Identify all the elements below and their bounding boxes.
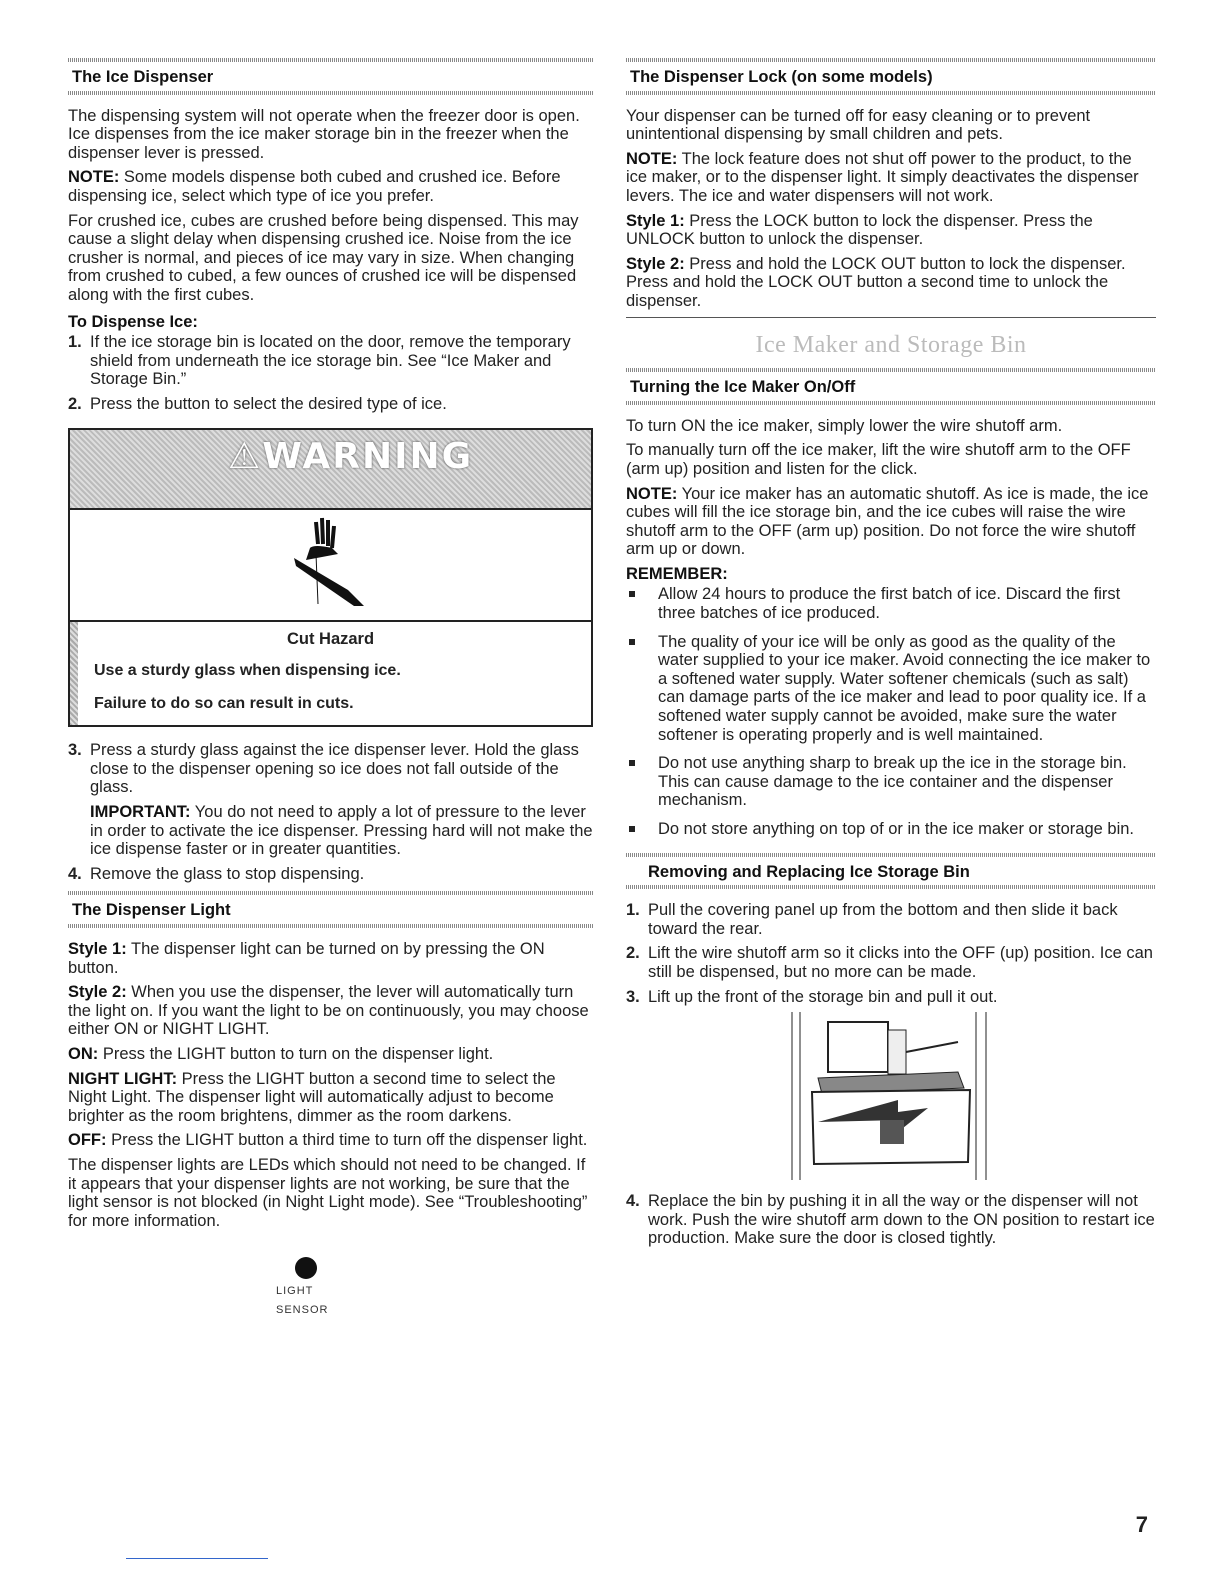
step-text: Replace the bin by pushing it in all the way or the dispenser will not work. Push the wire shutoff arm down to the ON position to restart ice production. Make sure the door is closed tightly. — [648, 1192, 1155, 1248]
cut-hazard-icon — [288, 514, 368, 614]
list-item — [626, 944, 1156, 981]
paragraph — [68, 940, 593, 977]
note-label: NOTE: — [626, 149, 678, 168]
step-number: 2. — [68, 394, 82, 413]
list-item — [68, 865, 593, 884]
warning-box — [68, 428, 593, 728]
step-text: Pull the covering panel up from the bottom and then slide it back toward the rear. — [648, 901, 1118, 938]
bottom-rule — [126, 1558, 268, 1559]
on-label: ON: — [68, 1045, 99, 1063]
warning-line-2: Failure to do so can result in cuts. — [94, 694, 354, 712]
important-label: IMPORTANT: — [90, 803, 191, 822]
off-label: OFF: — [68, 1131, 107, 1150]
paragraph: The dispensing system will not operate when the freezer door is open. Ice dispenses from the ice maker storage bin in the freezer when the dispenser lever is pressed. — [68, 106, 580, 162]
style1-label: Style 1: — [68, 940, 127, 959]
warning-line-1: Use a sturdy glass when dispensing ice. — [94, 662, 401, 680]
light-sensor-figure — [266, 1244, 346, 1314]
note-text: The lock feature does not shut off power to the product, to the ice maker, or to the dispenser light. It simply deactivates the dispenser levers. The ice and water dispensers will not work. — [626, 149, 1139, 205]
paragraph: To turn ON the ice maker, simply lower the wire shutoff arm. — [626, 416, 1063, 435]
step-number: 1. — [68, 333, 82, 352]
paragraph — [68, 1131, 593, 1150]
section-heading-removing-bin: Removing and Replacing Ice Storage Bin — [626, 853, 1156, 890]
step-text: If the ice storage bin is located on the door, remove the temporary shield from underneath the ice storage bin. See “Ice Maker and Storage Bin.” — [90, 333, 571, 389]
list-item: Allow 24 hours to produce the first batch of ice. Discard the first three batches of ice produced. — [626, 585, 1156, 622]
section-heading-ice-dispenser: The Ice Dispenser — [68, 58, 593, 95]
step-number: 3. — [626, 987, 640, 1006]
style1-label: Style 1: — [626, 211, 685, 230]
paragraph — [626, 255, 1156, 311]
step-text: Press a sturdy glass against the ice dispenser lever. Hold the glass close to the dispenser opening so ice does not fall outside of the glass. — [90, 741, 579, 797]
section-heading-dispenser-light: The Dispenser Light — [68, 891, 593, 928]
style2-text: Press and hold the LOCK OUT button to lock the dispenser. Press and hold the LOCK OUT button a second time to unlock the dispenser. — [626, 254, 1126, 310]
list-item — [68, 741, 593, 859]
light-sensor-label: LIGHT SENSOR — [276, 1285, 329, 1316]
style1-text: Press the LOCK button to lock the dispenser. Press the UNLOCK button to unlock the dispenser. — [626, 211, 1093, 249]
remember-list — [626, 585, 1156, 838]
step-text: Lift up the front of the storage bin and pull it out. — [648, 987, 998, 1006]
note-paragraph — [68, 168, 593, 205]
note-text: Some models dispense both cubed and crushed ice. Before dispensing ice, select which type of ice you prefer. — [68, 168, 561, 205]
steps-list — [626, 901, 1156, 1006]
list-item — [626, 988, 1156, 1007]
subheading-to-dispense-ice: To Dispense Ice: — [68, 312, 198, 331]
paragraph — [68, 1070, 593, 1126]
paragraph: For crushed ice, cubes are crushed before being dispensed. This may cause a slight delay when dispensing crushed ice. Noise from the ice crusher is normal, and pieces of ice may vary in size. When changing from crushed to cubed, a few ounces of crushed ice will be dispensed along with the first cubes. — [68, 211, 579, 304]
off-text: Press the LIGHT button a third time to turn off the dispenser light. — [106, 1131, 588, 1150]
paragraph — [68, 1045, 593, 1064]
step-number: 4. — [68, 864, 82, 883]
important-paragraph — [90, 803, 593, 859]
note-text: Your ice maker has an automatic shutoff. As ice is made, the ice cubes will fill the ice storage bin, and the ice cubes will raise the wire shutoff arm to the OFF (arm up) position. Do not force the wire shutoff arm up or down. — [626, 484, 1149, 559]
steps-list — [626, 1192, 1156, 1248]
step-number: 4. — [626, 1192, 640, 1211]
steps-list — [68, 333, 593, 413]
on-text: Press the LIGHT button to turn on the dispenser light. — [98, 1045, 494, 1063]
right-column — [626, 58, 1156, 1254]
list-item — [68, 333, 593, 389]
paragraph: Your dispenser can be turned off for easy cleaning or to prevent unintentional dispensing by small children and pets. — [626, 106, 1091, 144]
left-column — [68, 58, 593, 1314]
page-number: 7 — [1135, 1512, 1148, 1537]
note-label: NOTE: — [626, 484, 678, 503]
style2-text: When you use the dispenser, the lever will automatically turn the light on. If you want the light to be on continuously, you may choose either ON or NIGHT LIGHT. — [68, 983, 589, 1039]
style2-label: Style 2: — [626, 254, 685, 273]
note-label: NOTE: — [68, 168, 120, 187]
style1-text: The dispenser light can be turned on by pressing the ON button. — [68, 940, 545, 977]
paragraph: The dispenser lights are LEDs which should not need to be changed. If it appears that your dispenser lights are not working, be sure that the light sensor is not blocked (in Night Light mode). See “Troubleshooting” for more information. — [68, 1155, 588, 1230]
night-light-label: NIGHT LIGHT: — [68, 1069, 178, 1088]
step-text: Remove the glass to stop dispensing. — [90, 864, 365, 883]
section-title-ice-maker: Ice Maker and Storage Bin — [626, 317, 1156, 369]
warning-label: ⚠WARNING — [228, 435, 474, 477]
list-item — [626, 1192, 1156, 1248]
step-text: Press the button to select the desired type of ice. — [90, 394, 447, 413]
cut-hazard-icon-box — [70, 510, 591, 622]
warning-text — [70, 622, 591, 726]
list-item — [68, 395, 593, 414]
list-item: Do not use anything sharp to break up the ice in the storage bin. This can cause damage to the ice container and the dispenser mechanism. — [626, 754, 1156, 810]
step-number: 1. — [626, 901, 640, 920]
list-item: The quality of your ice will be only as good as the quality of the water supplied to your ice maker. Avoid connecting the ice maker to a softened water supply. Water softener chemicals (such as salt) can damage parts of the ice maker and lead to poor quality ice. If a softened water supply cannot be avoided, make sure the water softener is operating properly and is well maintained. — [626, 633, 1156, 745]
warning-title: Cut Hazard — [286, 629, 375, 648]
step-number: 2. — [626, 944, 640, 963]
paragraph — [626, 150, 1156, 206]
night-light-text: Press the LIGHT button a second time to select the Night Light. The dispenser light will automatically adjust to become brighter as the room brightens, dimmer as the room darkens. — [68, 1069, 556, 1125]
paragraph: To manually turn off the ice maker, lift the wire shutoff arm to the OFF (arm up) position and listen for the click. — [626, 441, 1131, 478]
warning-inner — [70, 508, 591, 726]
subheading-remember: REMEMBER: — [626, 564, 728, 583]
paragraph — [626, 212, 1156, 249]
section-heading-dispenser-lock: The Dispenser Lock (on some models) — [626, 58, 1156, 95]
paragraph — [626, 485, 1156, 559]
list-item: Do not store anything on top of or in the ice maker or storage bin. — [626, 820, 1156, 839]
important-text: You do not need to apply a lot of pressure to the lever in order to activate the ice dispenser. Pressing hard will not make the ice dispense faster or in greater quantities. — [90, 803, 593, 859]
storage-bin-illustration — [788, 1012, 998, 1182]
section-heading-turning-on-off: Turning the Ice Maker On/Off — [626, 368, 1156, 405]
list-item — [626, 901, 1156, 938]
style2-label: Style 2: — [68, 983, 127, 1002]
step-text: Lift the wire shutoff arm so it clicks into the OFF (up) position. Ice can still be dispensed, but no more can be made. — [648, 944, 1153, 981]
paragraph — [68, 983, 593, 1039]
warning-banner — [70, 430, 591, 508]
storage-bin-drawing — [788, 1012, 998, 1182]
step-number: 3. — [68, 741, 82, 760]
steps-list — [68, 741, 593, 883]
warning-stripe — [70, 622, 78, 726]
